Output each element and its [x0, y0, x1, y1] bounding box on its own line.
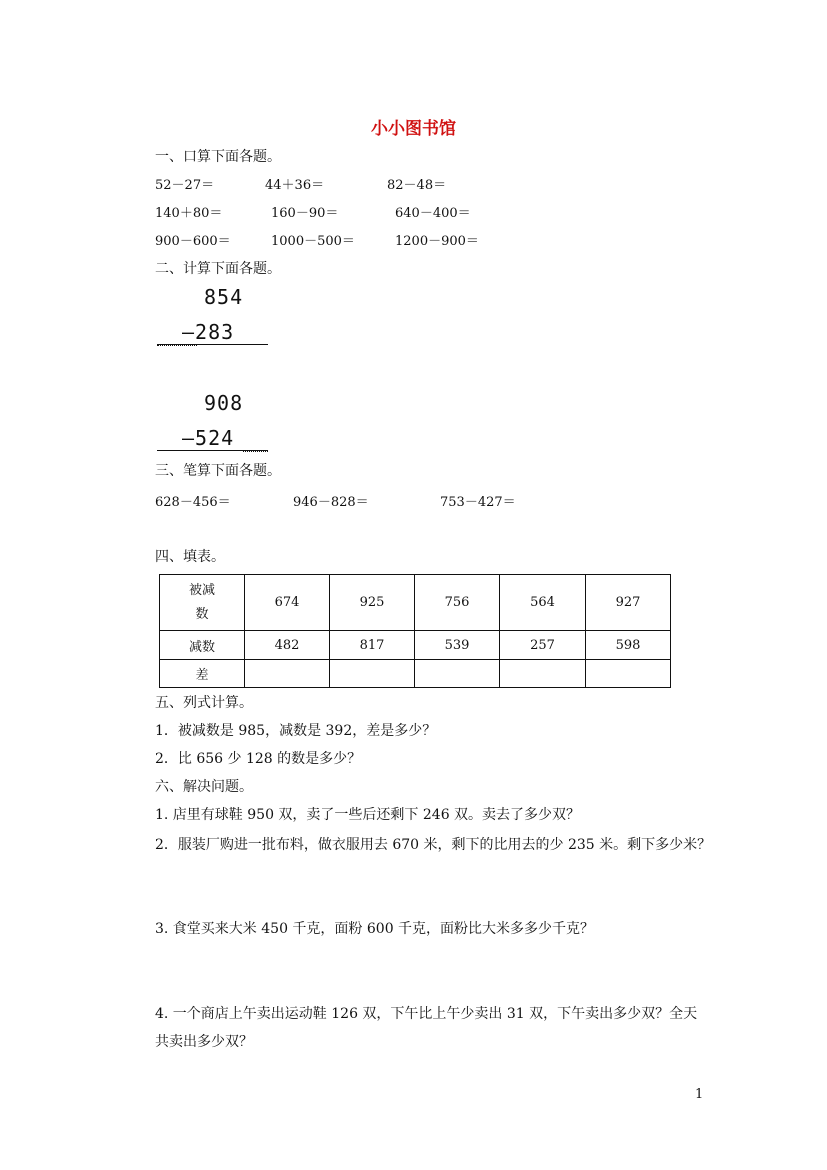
page-title: 小小图书馆: [371, 119, 456, 139]
oral-expr: 140＋80＝: [155, 206, 223, 221]
table-cell: 674: [245, 575, 330, 631]
section2-heading: 二、计算下面各题。: [155, 261, 281, 277]
oral-expr: 900－600＝: [155, 234, 231, 249]
table-cell: 925: [330, 575, 415, 631]
problem-text: 2．服装厂购进一批布料，做衣服用去 670 米，剩下的比用去的少 235 米。剩下多少米？: [155, 837, 712, 853]
table-cell: 257: [500, 631, 586, 660]
problem-text: 4. 一个商店上午卖出运动鞋 126 双，下午比上午少卖出 31 双，下午卖出多少双？全天: [155, 1006, 698, 1022]
row-label-subtrahend: 减数: [160, 631, 245, 660]
section4-heading: 四、填表。: [155, 549, 225, 565]
section6-heading: 六、解决问题。: [155, 779, 253, 795]
vertical-dots: [243, 451, 268, 452]
section1-heading: 一、口算下面各题。: [155, 149, 281, 165]
answer-cell[interactable]: [415, 660, 500, 688]
written-expr: 946－828＝: [293, 495, 369, 510]
oral-expr: 1200－900＝: [395, 234, 479, 249]
answer-cell[interactable]: [245, 660, 330, 688]
answer-cell[interactable]: [586, 660, 671, 688]
row-label-difference: 差: [160, 660, 245, 688]
page-number: 1: [695, 1087, 704, 1102]
vertical-underline: [157, 344, 268, 345]
vertical-minuend: 854: [204, 285, 244, 309]
problem-text: 1. 店里有球鞋 950 双，卖了一些后还剩下 246 双。卖去了多少双？: [155, 807, 581, 823]
written-expr: 628－456＝: [155, 495, 231, 510]
oral-expr: 1000－500＝: [271, 234, 355, 249]
oral-expr: 82－48＝: [387, 178, 447, 193]
problem-text: 3. 食堂买来大米 450 千克，面粉 600 千克，面粉比大米多多少千克？: [155, 921, 595, 937]
table-cell: 598: [586, 631, 671, 660]
table-row: [160, 660, 671, 688]
oral-expr: 640－400＝: [395, 206, 471, 221]
question-text: 2．比 656 少 128 的数是多少？: [155, 751, 362, 767]
table-cell: 564: [500, 575, 586, 631]
section5-heading: 五、列式计算。: [155, 695, 253, 711]
table-row: [160, 575, 671, 631]
fill-table: [159, 574, 671, 688]
answer-cell[interactable]: [330, 660, 415, 688]
problem-text: 共卖出多少双？: [155, 1034, 253, 1050]
table-cell: 756: [415, 575, 500, 631]
table-cell: 539: [415, 631, 500, 660]
row-label-minuend: 被减 数: [160, 575, 245, 631]
answer-cell[interactable]: [500, 660, 586, 688]
vertical-underline: [157, 450, 268, 451]
oral-expr: 52－27＝: [155, 178, 215, 193]
vertical-subtrahend: —283: [182, 320, 235, 344]
vertical-subtrahend: —524: [182, 426, 235, 450]
table-cell: 482: [245, 631, 330, 660]
oral-expr: 160－90＝: [271, 206, 339, 221]
oral-expr: 44＋36＝: [265, 178, 325, 193]
written-expr: 753－427＝: [440, 495, 516, 510]
table-row: [160, 631, 671, 660]
vertical-dots: [157, 345, 197, 346]
question-text: 1．被减数是 985，减数是 392，差是多少？: [155, 723, 437, 739]
section3-heading: 三、笔算下面各题。: [155, 463, 281, 479]
table-cell: 927: [586, 575, 671, 631]
vertical-minuend: 908: [204, 391, 244, 415]
table-cell: 817: [330, 631, 415, 660]
